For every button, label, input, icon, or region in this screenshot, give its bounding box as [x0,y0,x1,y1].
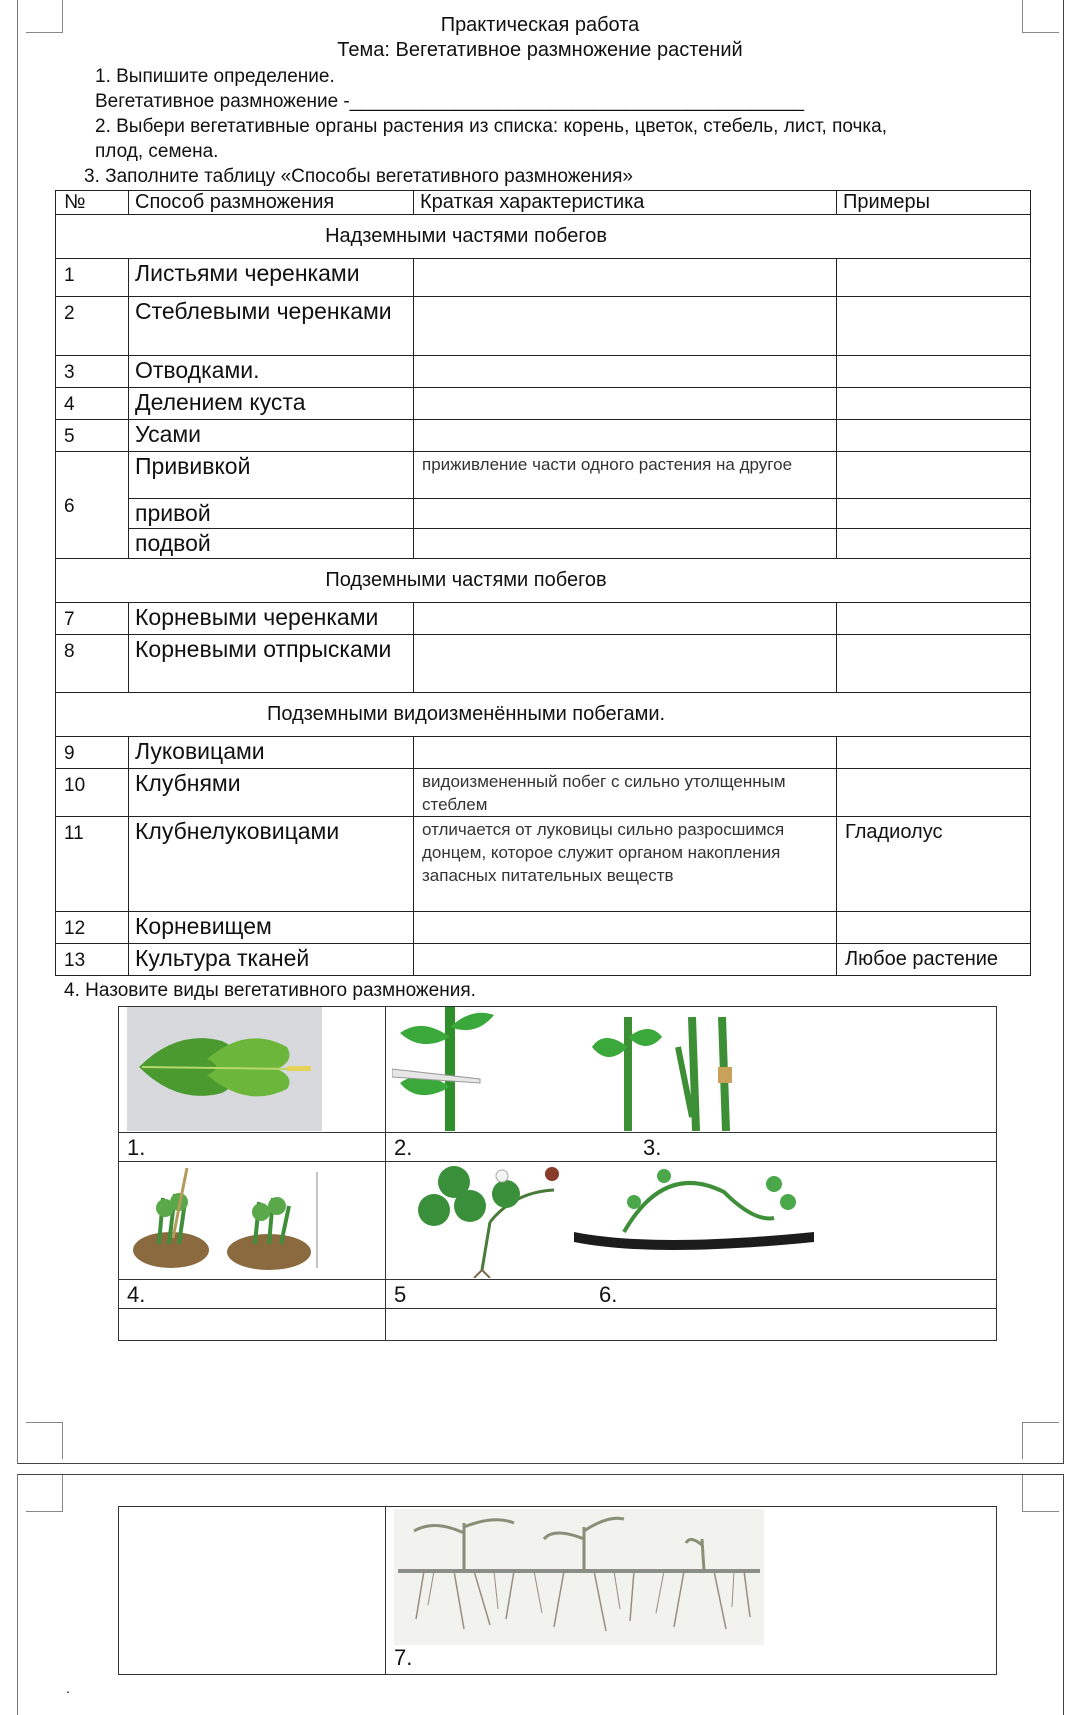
page-corner-mark [26,1422,63,1459]
picture-label-cell [119,1133,386,1162]
page-corner-mark [1022,1475,1059,1512]
page-corner-mark [1022,1422,1059,1459]
row-description-cell[interactable] [414,635,837,693]
picture-cell [119,1162,386,1280]
table-row [56,529,1031,559]
bush-division-illustration [129,1168,329,1278]
table-row [56,388,1031,420]
row-description-cell[interactable] [414,420,837,452]
row-num: 10 [56,769,129,817]
pictures-table-page-2 [118,1506,997,1675]
methods-table [55,190,1031,976]
row-method: Делением куста [129,388,414,420]
row-description-cell[interactable] [414,912,837,944]
row-method: Усами [129,420,414,452]
row-method: Отводками. [129,356,414,388]
picture-label: 5 [394,1282,407,1307]
row-num: 9 [56,737,129,769]
section-row [56,693,1031,737]
row-num: 3 [56,356,129,388]
picture-label: 3. [643,1135,662,1160]
task-2-line-1: 2. Выбери вегетативные органы растения из списка: корень, цветок, стебель, лист, почка, [95,116,888,137]
section-row [56,215,1031,259]
page-theme: Тема: Вегетативное размножение растений [337,39,743,61]
row-description-cell[interactable] [414,603,837,635]
row-description-cell[interactable] [414,356,837,388]
table-row [56,635,1031,693]
answer-cell[interactable] [119,1309,386,1341]
table-header-row [56,191,1031,215]
pictures-table [118,1006,997,1341]
header-num: № [56,191,129,215]
header-description: Краткая характеристика [414,191,837,215]
row-method: Клубнелуковицами [129,817,414,912]
task-3: 3. Заполните таблицу «Способы вегетативного размножения» [84,166,633,187]
table-row [56,499,1031,529]
picture-cell [119,1007,386,1133]
row-example-cell[interactable] [837,635,1031,693]
section-underground: Подземными частями побегов [56,559,1031,603]
row-method: Корневыми черенками [129,603,414,635]
row-example-cell[interactable] [837,603,1031,635]
table-row [56,944,1031,976]
row-description-cell[interactable] [414,297,837,356]
row-method: Луковицами [129,737,414,769]
task-4: 4. Назовите виды вегетативного размножения. [64,980,476,1001]
task-1-answer-line[interactable]: Вегетативное размножение -___________________________________________ [95,91,805,112]
row-num: 13 [56,944,129,976]
row-num: 6 [56,452,129,559]
table-row [56,259,1031,297]
row-example-cell[interactable] [837,499,1031,529]
section-modified-shoots: Подземными видоизменёнными побегами. [56,693,1031,737]
row-example-cell[interactable] [837,259,1031,297]
picture-label-cell [386,1280,997,1309]
row-example-cell[interactable] [837,769,1031,817]
row-method: Листьями черенками [129,259,414,297]
row-example-cell[interactable] [837,297,1031,356]
row-num: 7 [56,603,129,635]
picture-label-cell [119,1280,386,1309]
row-method: привой [129,499,414,529]
stem-cutting-illustration [392,1007,772,1131]
row-example-cell[interactable] [837,737,1031,769]
header-method: Способ размножения [129,191,414,215]
table-row [56,603,1031,635]
row-description-cell[interactable] [414,259,837,297]
row-num: 12 [56,912,129,944]
header-examples: Примеры [837,191,1031,215]
leaf-cutting-illustration [127,1007,367,1131]
table-row [56,356,1031,388]
row-method: Корневыми отпрысками [129,635,414,693]
row-description-cell[interactable] [414,944,837,976]
row-example-cell[interactable] [837,912,1031,944]
task-1: 1. Выпишите определение. [95,66,335,87]
row-num: 2 [56,297,129,356]
row-example-cell[interactable] [837,388,1031,420]
row-description-cell[interactable] [414,529,837,559]
row-description-cell[interactable] [414,737,837,769]
section-row [56,559,1031,603]
picture-label: 2. [394,1135,413,1160]
row-method: Культура тканей [129,944,414,976]
row-description-cell[interactable] [414,388,837,420]
row-description-cell[interactable] [414,499,837,529]
row-example-cell[interactable]: Любое растение [837,944,1031,976]
page-title: Практическая работа [440,14,640,36]
row-example-cell[interactable] [837,420,1031,452]
table-row [56,769,1031,817]
row-method: Прививкой [129,452,414,499]
row-example-cell[interactable]: Гладиолус [837,817,1031,912]
table-row [56,912,1031,944]
footer-dot: . [66,1680,70,1696]
row-num: 11 [56,817,129,912]
row-method: Клубнями [129,769,414,817]
row-example-cell[interactable] [837,356,1031,388]
table-row [56,420,1031,452]
runners-layering-illustration [394,1162,814,1278]
row-method: подвой [129,529,414,559]
picture-label: 4. [127,1282,146,1307]
section-above-ground: Надземными частями побегов [56,215,1031,259]
picture-label: 6. [599,1282,618,1307]
table-row [56,297,1031,356]
task-2-line-2: плод, семена. [95,141,219,162]
row-description-cell[interactable]: приживление части одного растения на другое [414,452,837,499]
rhizome-illustration [394,1509,764,1645]
table-row [56,817,1031,912]
row-example-cell[interactable] [837,452,1031,499]
row-description-cell[interactable]: видоизмененный побег с сильно утолщенным стеблем [414,769,837,817]
picture-label: 1. [127,1135,146,1160]
row-example-cell[interactable] [837,529,1031,559]
picture-cell [386,1007,997,1133]
row-num: 4 [56,388,129,420]
picture-cell [386,1162,997,1280]
answer-cell[interactable] [386,1309,997,1341]
picture-label: 7. [394,1645,413,1670]
row-num: 8 [56,635,129,693]
row-method: Стеблевыми черенками [129,297,414,356]
table-row [56,737,1031,769]
row-num: 1 [56,259,129,297]
row-description-cell[interactable]: отличается от луковицы сильно разросшимся донцем, которое служит органом накопления запасных питательных веществ [414,817,837,912]
picture-label-cell [386,1133,997,1162]
picture-cell [119,1507,386,1675]
page-corner-mark [26,1475,63,1512]
row-num: 5 [56,420,129,452]
table-row [56,452,1031,499]
row-method: Корневищем [129,912,414,944]
picture-cell [386,1507,997,1675]
